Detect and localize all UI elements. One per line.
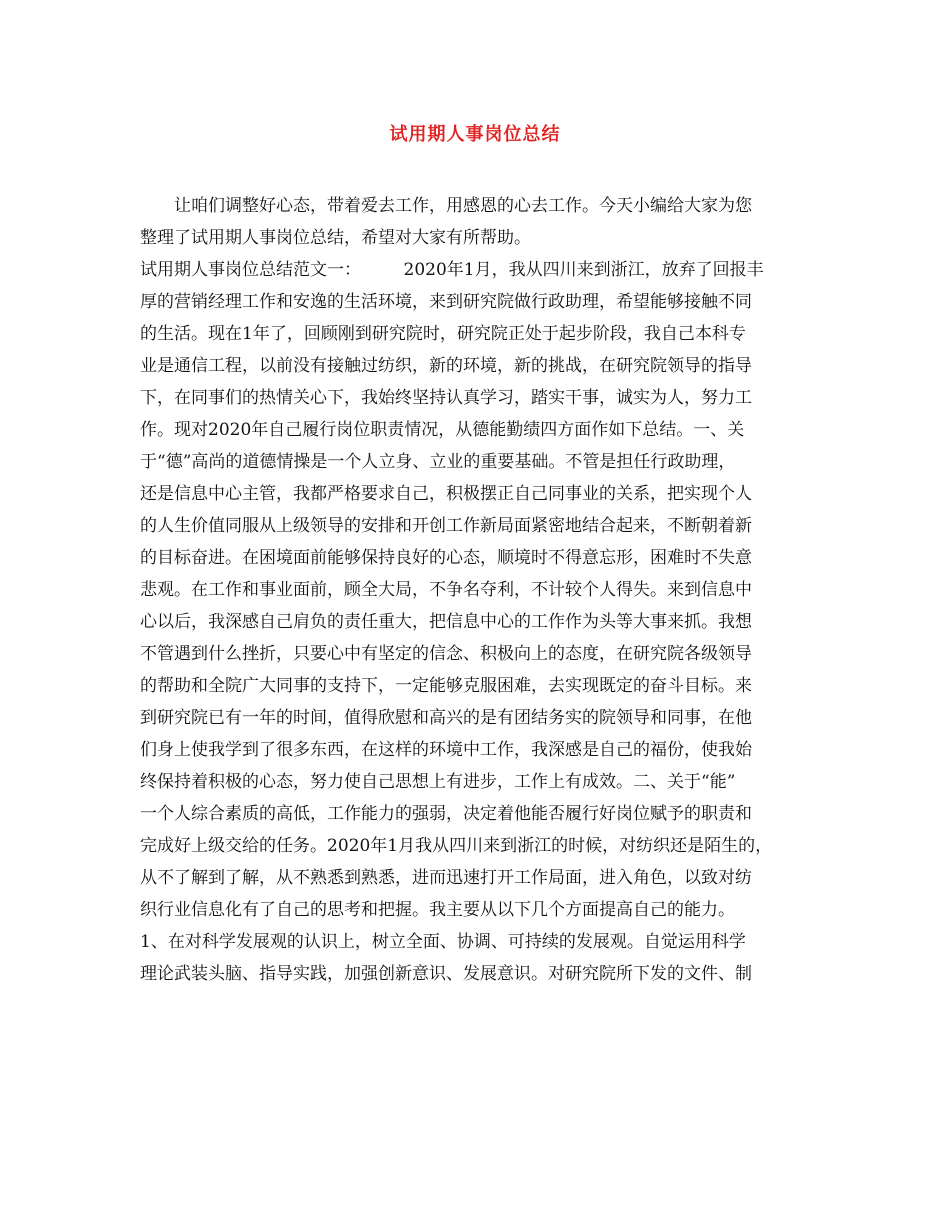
body-line: 完成好上级交给的任务。2020年1月我从四川来到浙江的时候，对纺织还是陌生的， <box>140 836 773 856</box>
body-line: 的人生价值同服从上级领导的安排和开创工作新局面紧密地结合起来，不断朝着新 <box>140 516 752 536</box>
body-line: 还是信息中心主管，我都严格要求自己，积极摆正自己同事业的关系，把实现个人 <box>140 484 752 504</box>
body-line: 们身上使我学到了很多东西，在这样的环境中工作，我深感是自己的福份，使我始 <box>140 740 752 760</box>
body-line: 理论武装头脑、指导实践，加强创新意识、发展意识。对研究院所下发的文件、制 <box>140 964 752 984</box>
body-line: 的帮助和全院广大同事的支持下，一定能够克服困难，去实现既定的奋斗目标。来 <box>140 676 752 696</box>
body-line: 业是通信工程，以前没有接触过纺织，新的环境，新的挑战，在研究院领导的指导 <box>140 356 752 376</box>
body-line: 的生活。现在1年了，回顾刚到研究院时，研究院正处于起步阶段，我自己本科专 <box>140 324 746 344</box>
body-line: 试用期人事岗位总结范文一： 2020年1月，我从四川来到浙江，放弃了回报丰 <box>140 260 764 280</box>
body-line: 下，在同事们的热情关心下，我始终坚持认真学习，踏实干事，诚实为人，努力工 <box>140 388 752 408</box>
body-line: 从不了解到了解，从不熟悉到熟悉，进而迅速打开工作局面，进入角色，以致对纺 <box>140 868 752 888</box>
body-line: 厚的营销经理工作和安逸的生活环境，来到研究院做行政助理，希望能够接触不同 <box>140 292 752 312</box>
body-line: 不管遇到什么挫折，只要心中有坚定的信念、积极向上的态度，在研究院各级领导 <box>140 644 752 664</box>
document-title: 试用期人事岗位总结 <box>389 124 561 145</box>
body-line: 织行业信息化有了自己的思考和把握。我主要从以下几个方面提高自己的能力。 <box>140 900 735 920</box>
body-line: 的目标奋进。在困境面前能够保持良好的心态，顺境时不得意忘形，困难时不失意 <box>140 548 752 568</box>
body-line: 1、在对科学发展观的认识上，树立全面、协调、可持续的发展观。自觉运用科学 <box>140 932 746 952</box>
body-line: 于“德”高尚的道德情操是一个人立身、立业的重要基础。不管是担任行政助理， <box>140 452 736 472</box>
body-line: 到研究院已有一年的时间，值得欣慰和高兴的是有团结务实的院领导和同事，在他 <box>140 708 752 728</box>
document-body <box>140 190 830 990</box>
body-line: 心以后，我深感自己肩负的责任重大，把信息中心的工作作为头等大事来抓。我想 <box>140 612 752 632</box>
body-line: 整理了试用期人事岗位总结，希望对大家有所帮助。 <box>140 228 531 248</box>
body-line: 让咱们调整好心态，带着爱去工作，用感恩的心去工作。今天小编给大家为您 <box>174 196 752 216</box>
body-line: 终保持着积极的心态，努力使自己思想上有进步，工作上有成效。二、关于“能” <box>140 772 736 792</box>
body-line: 悲观。在工作和事业面前，顾全大局，不争名夺利，不计较个人得失。来到信息中 <box>140 580 752 600</box>
body-line: 一个人综合素质的高低，工作能力的强弱，决定着他能否履行好岗位赋予的职责和 <box>140 804 752 824</box>
body-line: 作。现对2020年自己履行岗位职责情况，从德能勤绩四方面作如下总结。一、关 <box>140 420 745 440</box>
